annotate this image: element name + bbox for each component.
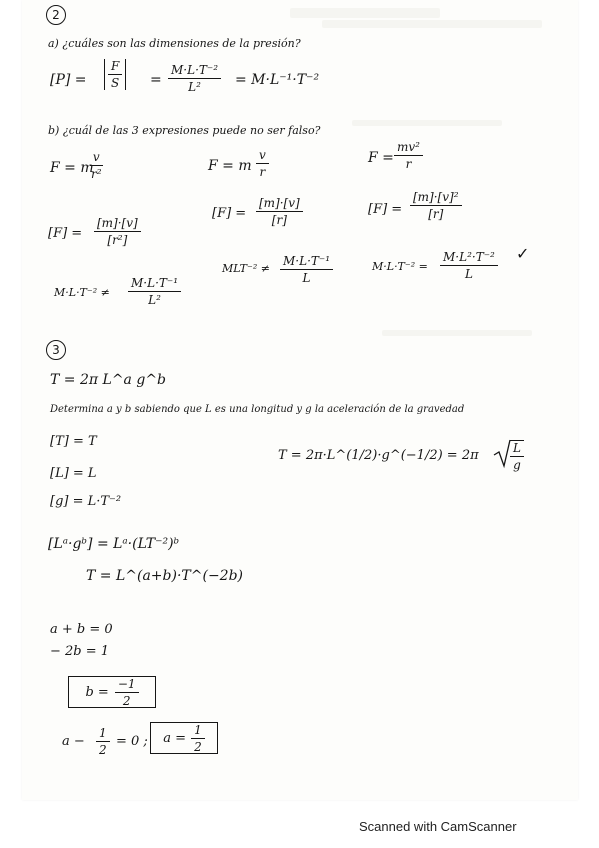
equation-1: a + b = 0 [50,622,113,637]
part-a-question: a) ¿cuáles son las dimensiones de la presión? [48,37,301,50]
check2-den: L [302,271,311,285]
expr1-den: r² [91,167,102,181]
pressure-mid-num: M·L·T⁻² [168,63,221,79]
dim1-num: [m]·[v] [94,216,141,232]
result-sqrt-num: L [510,441,524,457]
equation-2: − 2b = 1 [50,644,110,659]
expr2-lhs: F = m [208,158,252,174]
a-label: a = [163,730,187,746]
pressure-fraction-num: F [108,59,122,75]
part-b-question: b) ¿cuál de las 3 expresiones puede no ser falso? [48,124,321,137]
dim3-num: [m]·[v]² [410,190,462,206]
dim2-num: [m]·[v] [256,196,303,212]
pressure-equals: = [150,72,162,88]
expr2-num: v [256,148,269,164]
result-sqrt-den: g [513,458,521,472]
expr3-den: r [405,157,412,171]
b-label: b = [85,684,109,700]
check1-num: M·L·T⁻¹ [128,276,181,292]
check3-lhs: M·L·T⁻² = [372,260,428,273]
dim-T: [T] = T [50,434,97,449]
expr3-lhs: F = [368,150,394,166]
pressure-fraction-den: S [111,76,120,90]
check2-lhs: MLT⁻² ≠ [222,262,270,275]
dim2-lhs: [F] = [212,206,247,221]
check3-num: M·L²·T⁻² [440,250,498,266]
result-T: T = 2π·L^(1/2)·g^(−1/2) = 2π [278,448,479,463]
a-equation-lhs: a − [62,734,85,749]
check2-num: M·L·T⁻¹ [280,254,333,270]
b-den: 2 [122,693,131,708]
dim-g: [g] = L·T⁻² [50,494,122,509]
dim-L: [L] = L [50,466,97,481]
expr1-num: v [90,150,103,166]
expr1-lhs: F = m [50,160,94,176]
check1-den: L² [148,293,161,307]
pressure-lhs: [P] = [50,72,87,88]
b-num: −1 [115,677,139,693]
problem-statement: Determina a y b sabiendo que L es una longitud y g la aceleración de la gravedad [50,404,465,415]
expansion-line-2: T = L^(a+b)·T^(−2b) [86,568,244,584]
check3-den: L [464,267,473,281]
dim3-lhs: [F] = [368,202,403,217]
problem-number-2: 2 [46,5,66,25]
dim2-den: [r] [271,213,287,227]
expr3-num: mv² [394,140,423,156]
a-equation-mid: = 0 ; [116,734,148,749]
checkmark-icon: ✓ [516,244,530,263]
dim1-den: [r²] [107,233,128,247]
dim3-den: [r] [428,207,444,221]
expr2-den: r [259,165,266,179]
a-lhs-num: 1 [96,726,110,742]
check1-lhs: M·L·T⁻² ≠ [54,286,110,299]
a-num: 1 [191,723,205,739]
problem-number-3: 3 [46,340,66,360]
scanner-watermark: Scanned with CamScanner [359,819,517,834]
a-den: 2 [194,739,202,754]
dim1-lhs: [F] = [48,226,83,241]
pressure-result: = M·L⁻¹·T⁻² [235,72,320,88]
period-formula: T = 2π L^a g^b [50,372,167,388]
pressure-mid-den: L² [188,80,201,94]
a-lhs-den: 2 [99,743,107,757]
expansion-line-1: [Lᵃ·gᵇ] = Lᵃ·(LT⁻²)ᵇ [48,536,180,552]
